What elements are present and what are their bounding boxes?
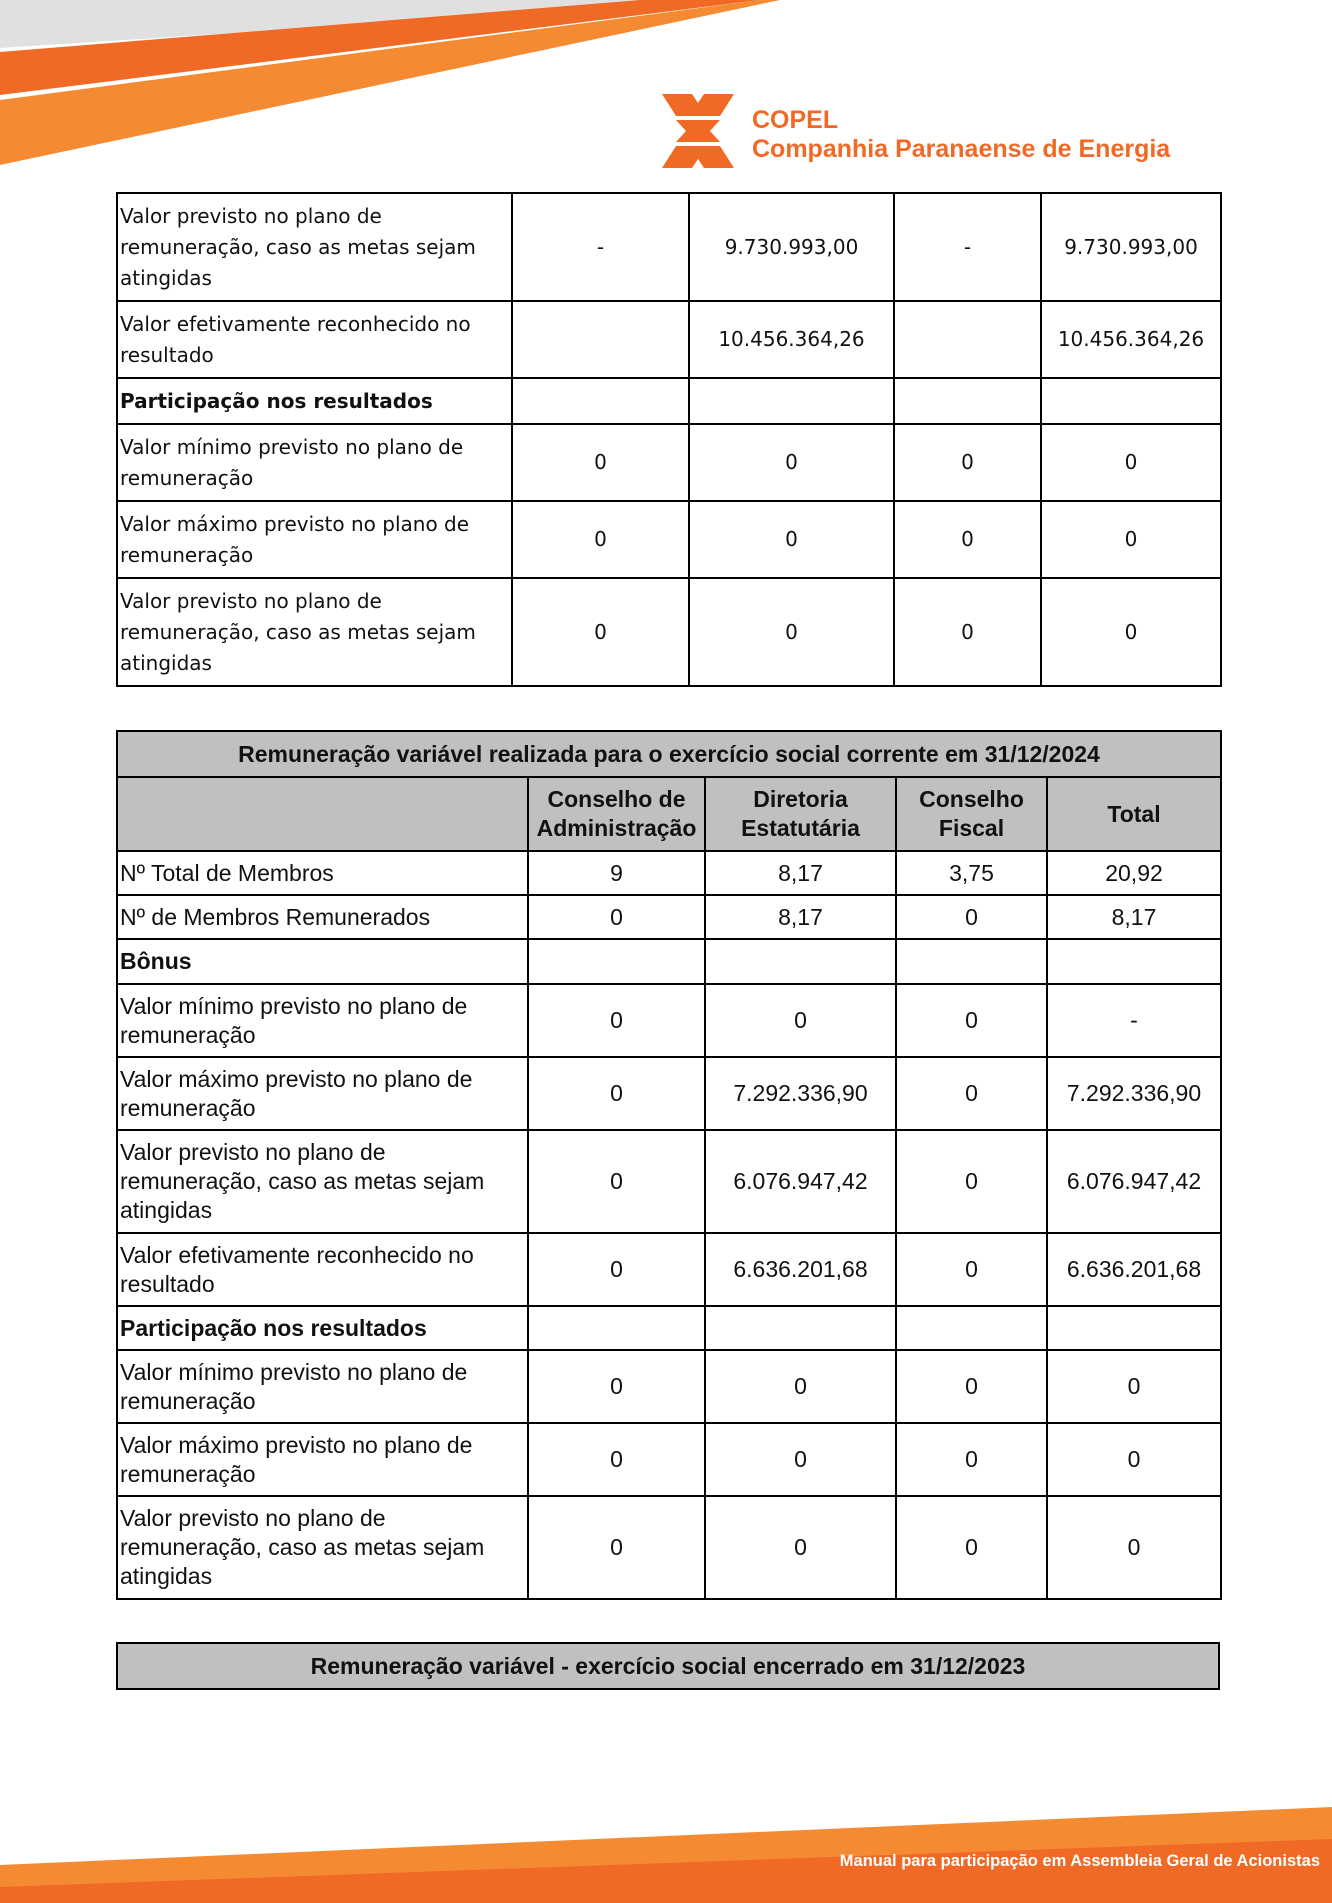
cell-value: 0: [528, 984, 705, 1057]
cell-value: 0: [896, 1350, 1047, 1423]
cell-value: 0: [528, 1057, 705, 1130]
table-row: [117, 301, 1221, 378]
cell-value: [705, 1306, 896, 1350]
cell-value: 20,92: [1047, 851, 1221, 895]
row-label: Bônus: [117, 939, 528, 984]
cell-value: 8,17: [705, 895, 896, 939]
row-label: Participação nos resultados: [117, 378, 512, 424]
cell-value: 0: [705, 1423, 896, 1496]
footer-decoration: [0, 1795, 1332, 1903]
table-row: [117, 1496, 1221, 1599]
section-row: [117, 378, 1221, 424]
section-row: [117, 939, 1221, 984]
row-label: Nº de Membros Remunerados: [117, 895, 528, 939]
cell-value: [1047, 1306, 1221, 1350]
row-label: Valor efetivamente reconhecido no resultado: [117, 1233, 528, 1306]
cell-value: 9.730.993,00: [689, 193, 894, 301]
row-label: Valor mínimo previsto no plano de remuneração: [117, 1350, 528, 1423]
row-label: Valor máximo previsto no plano de remuneração: [117, 1057, 528, 1130]
cell-value: 0: [528, 1423, 705, 1496]
cell-value: 0: [894, 578, 1041, 686]
table-row: [117, 193, 1221, 301]
column-header: [117, 777, 528, 851]
cell-value: 0: [689, 501, 894, 578]
cell-value: [894, 301, 1041, 378]
cell-value: 10.456.364,26: [1041, 301, 1221, 378]
table-row: [117, 895, 1221, 939]
cell-value: 0: [705, 1496, 896, 1599]
row-label: Valor previsto no plano de remuneração, caso as metas sejam atingidas: [117, 578, 512, 686]
cell-value: [1041, 378, 1221, 424]
section-row: [117, 1306, 1221, 1350]
cell-value: 9.730.993,00: [1041, 193, 1221, 301]
cell-value: 0: [528, 1233, 705, 1306]
cell-value: 7.292.336,90: [1047, 1057, 1221, 1130]
cell-value: -: [512, 193, 689, 301]
cell-value: 0: [1047, 1496, 1221, 1599]
cell-value: 0: [705, 984, 896, 1057]
table-row: [117, 984, 1221, 1057]
cell-value: 0: [528, 895, 705, 939]
cell-value: [512, 378, 689, 424]
cell-value: 6.076.947,42: [1047, 1130, 1221, 1233]
column-header: Conselho Fiscal: [896, 777, 1047, 851]
row-label: Valor mínimo previsto no plano de remuneração: [117, 424, 512, 501]
cell-value: [705, 939, 896, 984]
table-title: Remuneração variável - exercício social encerrado em 31/12/2023: [117, 1643, 1219, 1689]
cell-value: [528, 939, 705, 984]
cell-value: 0: [512, 578, 689, 686]
table-row: [117, 851, 1221, 895]
cell-value: 8,17: [1047, 895, 1221, 939]
table-row: [117, 1423, 1221, 1496]
row-label: Nº Total de Membros: [117, 851, 528, 895]
cell-value: 0: [896, 1057, 1047, 1130]
variable-compensation-2024-table: [116, 730, 1222, 1600]
cell-value: 0: [689, 578, 894, 686]
row-label: Valor máximo previsto no plano de remuneração: [117, 501, 512, 578]
table-title: Remuneração variável realizada para o exercício social corrente em 31/12/2024: [117, 731, 1221, 777]
cell-value: 0: [896, 984, 1047, 1057]
cell-value: 0: [1047, 1350, 1221, 1423]
cell-value: 10.456.364,26: [689, 301, 894, 378]
cell-value: 0: [705, 1350, 896, 1423]
cell-value: [896, 939, 1047, 984]
cell-value: 0: [896, 895, 1047, 939]
cell-value: 0: [896, 1130, 1047, 1233]
table-row: [117, 1350, 1221, 1423]
brand-full-name: Companhia Paranaense de Energia: [752, 135, 1171, 163]
cell-value: [1047, 939, 1221, 984]
cell-value: 0: [896, 1233, 1047, 1306]
cell-value: 8,17: [705, 851, 896, 895]
cell-value: 0: [1041, 424, 1221, 501]
table-row: [117, 1233, 1221, 1306]
table-row: [117, 501, 1221, 578]
cell-value: [896, 1306, 1047, 1350]
column-header: Diretoria Estatutária: [705, 777, 896, 851]
row-label: Valor previsto no plano de remuneração, caso as metas sejam atingidas: [117, 193, 512, 301]
cell-value: 0: [896, 1496, 1047, 1599]
column-header: Conselho de Administração: [528, 777, 705, 851]
table-row: [117, 1057, 1221, 1130]
cell-value: 6.636.201,68: [705, 1233, 896, 1306]
footer-text: Manual para participação em Assembleia Geral de Acionistas: [839, 1852, 1320, 1870]
table-row: [117, 1130, 1221, 1233]
table-row: [117, 424, 1221, 501]
cell-value: -: [894, 193, 1041, 301]
cell-value: 0: [512, 424, 689, 501]
cell-value: 0: [1041, 501, 1221, 578]
copel-logo: [660, 92, 1220, 172]
cell-value: 6.076.947,42: [705, 1130, 896, 1233]
cell-value: [689, 378, 894, 424]
cell-value: 0: [1041, 578, 1221, 686]
cell-value: 0: [894, 424, 1041, 501]
row-label: Valor máximo previsto no plano de remuneração: [117, 1423, 528, 1496]
brand-name: COPEL: [752, 106, 839, 134]
row-label: Participação nos resultados: [117, 1306, 528, 1350]
row-label: Valor previsto no plano de remuneração, caso as metas sejam atingidas: [117, 1496, 528, 1599]
cell-value: 3,75: [896, 851, 1047, 895]
cell-value: 0: [528, 1130, 705, 1233]
cell-value: 9: [528, 851, 705, 895]
cell-value: [894, 378, 1041, 424]
table-row: [117, 578, 1221, 686]
cell-value: 0: [689, 424, 894, 501]
cell-value: [512, 301, 689, 378]
column-header: Total: [1047, 777, 1221, 851]
variable-compensation-table-continued: [116, 192, 1222, 687]
cell-value: [528, 1306, 705, 1350]
copel-logo-mark-icon: [662, 94, 734, 168]
row-label: Valor efetivamente reconhecido no resultado: [117, 301, 512, 378]
cell-value: 0: [528, 1496, 705, 1599]
cell-value: 0: [512, 501, 689, 578]
cell-value: 6.636.201,68: [1047, 1233, 1221, 1306]
cell-value: 0: [1047, 1423, 1221, 1496]
row-label: Valor mínimo previsto no plano de remuneração: [117, 984, 528, 1057]
variable-compensation-2023-table: [116, 1642, 1220, 1690]
cell-value: 0: [528, 1350, 705, 1423]
cell-value: -: [1047, 984, 1221, 1057]
row-label: Valor previsto no plano de remuneração, caso as metas sejam atingidas: [117, 1130, 528, 1233]
cell-value: 0: [894, 501, 1041, 578]
cell-value: 0: [896, 1423, 1047, 1496]
cell-value: 7.292.336,90: [705, 1057, 896, 1130]
